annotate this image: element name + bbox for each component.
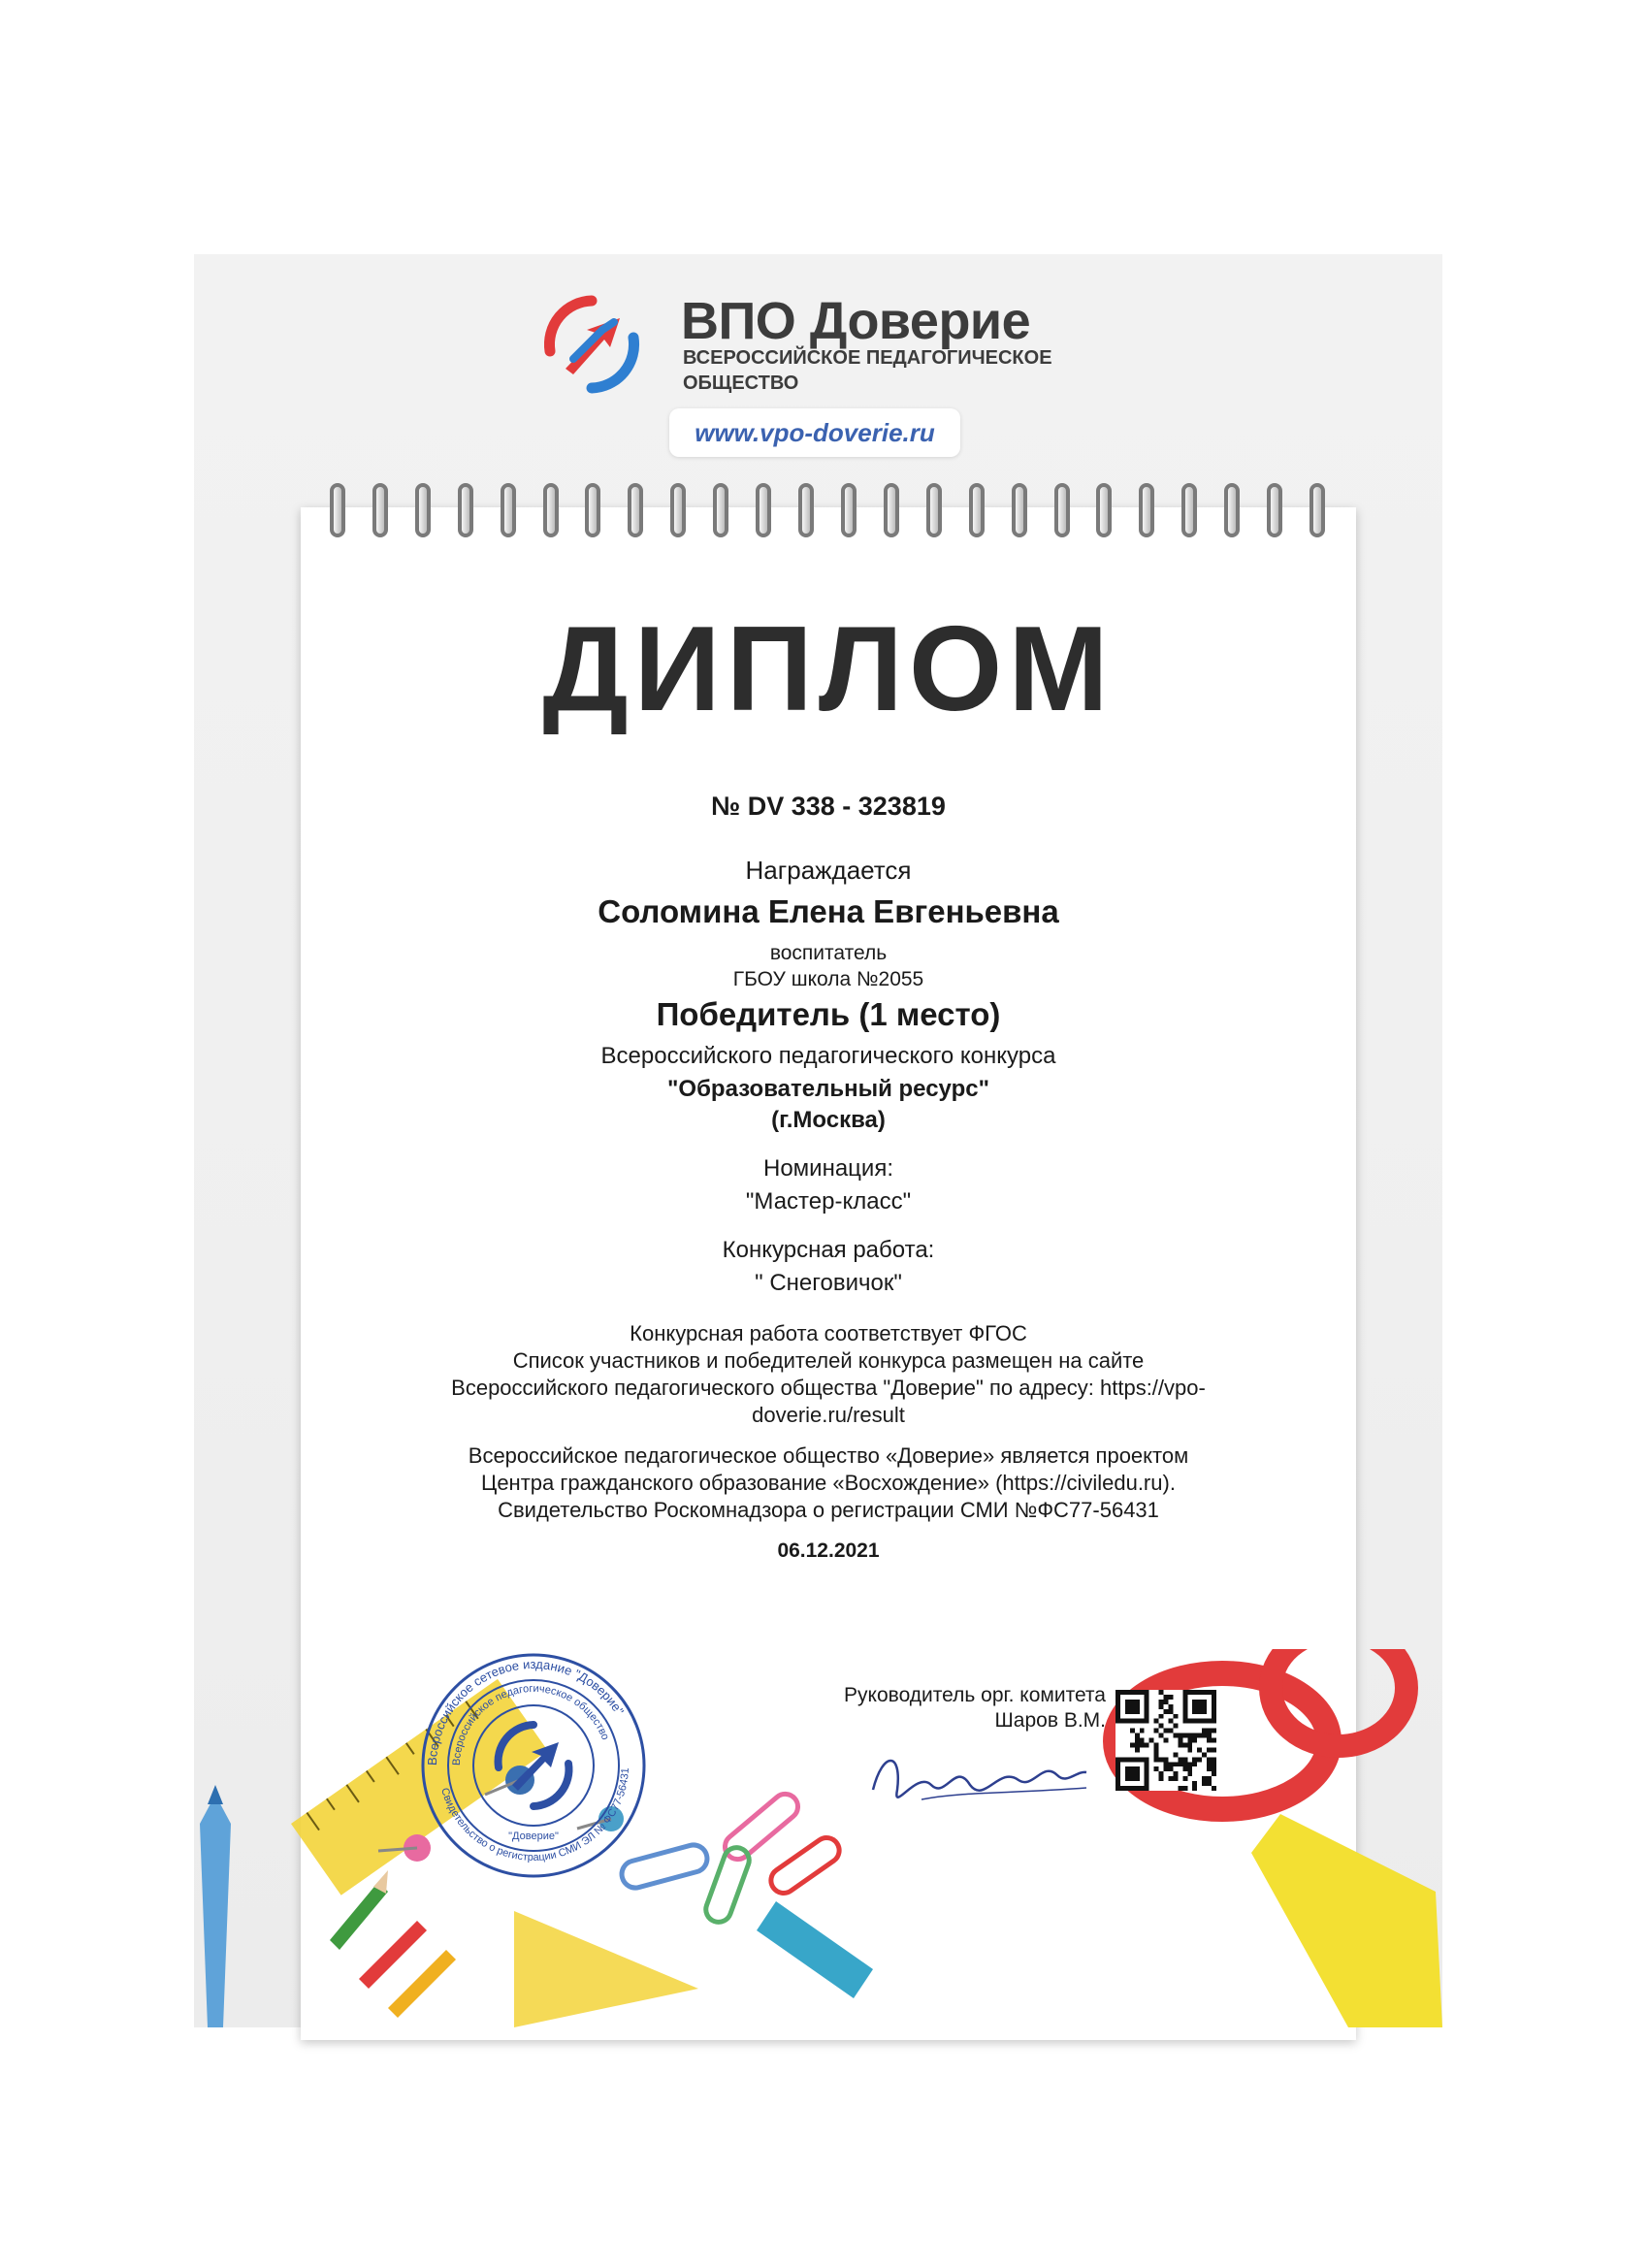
official-stamp [417,1649,650,1882]
info-fgos: Конкурсная работа соответствует ФГОС [630,1321,1027,1345]
spiral-ring [884,483,899,537]
qr-code[interactable] [1116,1690,1216,1791]
signer-role: Руководитель орг. комитета [844,1684,1106,1706]
spiral-ring [1224,483,1240,537]
logo-icon [538,291,645,398]
spiral-ring [1139,483,1154,537]
paperclip-icon [619,1789,844,1926]
spiral-ring [415,483,431,537]
result-title: Победитель (1 место) [656,996,1001,1032]
spiral-ring [1310,483,1325,537]
spiral-ring [501,483,516,537]
diploma-number: № DV 338 - 323819 [711,792,946,821]
signature-block [834,1683,1106,1733]
pencils-icon [330,1870,456,2018]
spiral-ring [1267,483,1282,537]
stamp-inner-text: Всероссийское педагогическое общество [450,1682,611,1766]
logo [538,291,1120,398]
spiral-ring [543,483,559,537]
recipient-organization: ГБОУ школа №2055 [732,968,924,990]
spiral-ring [628,483,643,537]
contest-line: Всероссийского педагогического конкурса [600,1043,1056,1069]
school-supplies-image [194,1649,1442,2027]
spiral-binding [330,483,1329,543]
signer-name: Шаров В.М. [994,1709,1106,1732]
contest-name: "Образовательный ресурс" [667,1076,989,1102]
logo-subtitle: ВСЕРОССИЙСКОЕ ПЕДАГОГИЧЕСКОЕ ОБЩЕСТВО [683,347,1052,394]
diploma-content [301,601,1356,1563]
marker-icon [200,1785,231,2027]
recipient-position: воспитатель [769,942,888,964]
highlighter-icon [757,1901,873,1998]
spiral-ring [670,483,686,537]
stamp-logo-icon [499,1725,569,1806]
info-result-url: Всероссийского педагогического общества "Доверие" по адресу: https://vpo-doverie.ru/result [451,1376,1206,1427]
spiral-ring [458,483,473,537]
nomination-value: "Мастер-класс" [745,1188,912,1215]
diploma-title: ДИПЛОМ [542,602,1115,736]
spiral-ring [926,483,942,537]
spiral-ring [1181,483,1197,537]
issue-date: 06.12.2021 [777,1539,880,1562]
logo-title: ВПО Доверие [681,292,1031,350]
spiral-ring [841,483,857,537]
contest-city: (г.Москва) [771,1107,886,1133]
website-link[interactable]: www.vpo-doverie.ru [669,408,960,457]
awarded-label: Награждается [745,856,912,885]
handwritten-signature [863,1732,1096,1819]
stamp-center-text: "Доверие" [508,1831,559,1842]
spiral-ring [756,483,771,537]
spiral-ring [1096,483,1112,537]
spiral-ring [713,483,728,537]
triangle-ruler-icon [514,1911,698,2027]
work-label: Конкурсная работа: [722,1237,935,1263]
spiral-ring [585,483,600,537]
spiral-ring [372,483,388,537]
spiral-ring [798,483,814,537]
spiral-ring [1012,483,1027,537]
spiral-ring [330,483,345,537]
stamp-outer-text: Всероссийское сетевое издание "Доверие" [424,1656,628,1766]
spiral-ring [1054,483,1070,537]
info-project: Всероссийское педагогическое общество «Доверие» является проектом Центра гражданского образование «Восхождение» (https://civiledu.ru). Свидетельство Роскомнадзора о регистрации СМИ №ФС77-56431 [468,1443,1189,1522]
nomination-label: Номинация: [762,1155,893,1182]
info-block [301,1320,1356,1429]
recipient-name: Соломина Елена Евгеньевна [598,893,1059,929]
spiral-ring [969,483,985,537]
stamp-bottom-text: Свидетельство о регистрации СМИ ЭЛ № ФС77-56431 [438,1766,632,1864]
work-value: " Снеговичок" [755,1270,902,1296]
info-list: Список участников и победителей конкурса размещен на сайте [512,1348,1145,1373]
